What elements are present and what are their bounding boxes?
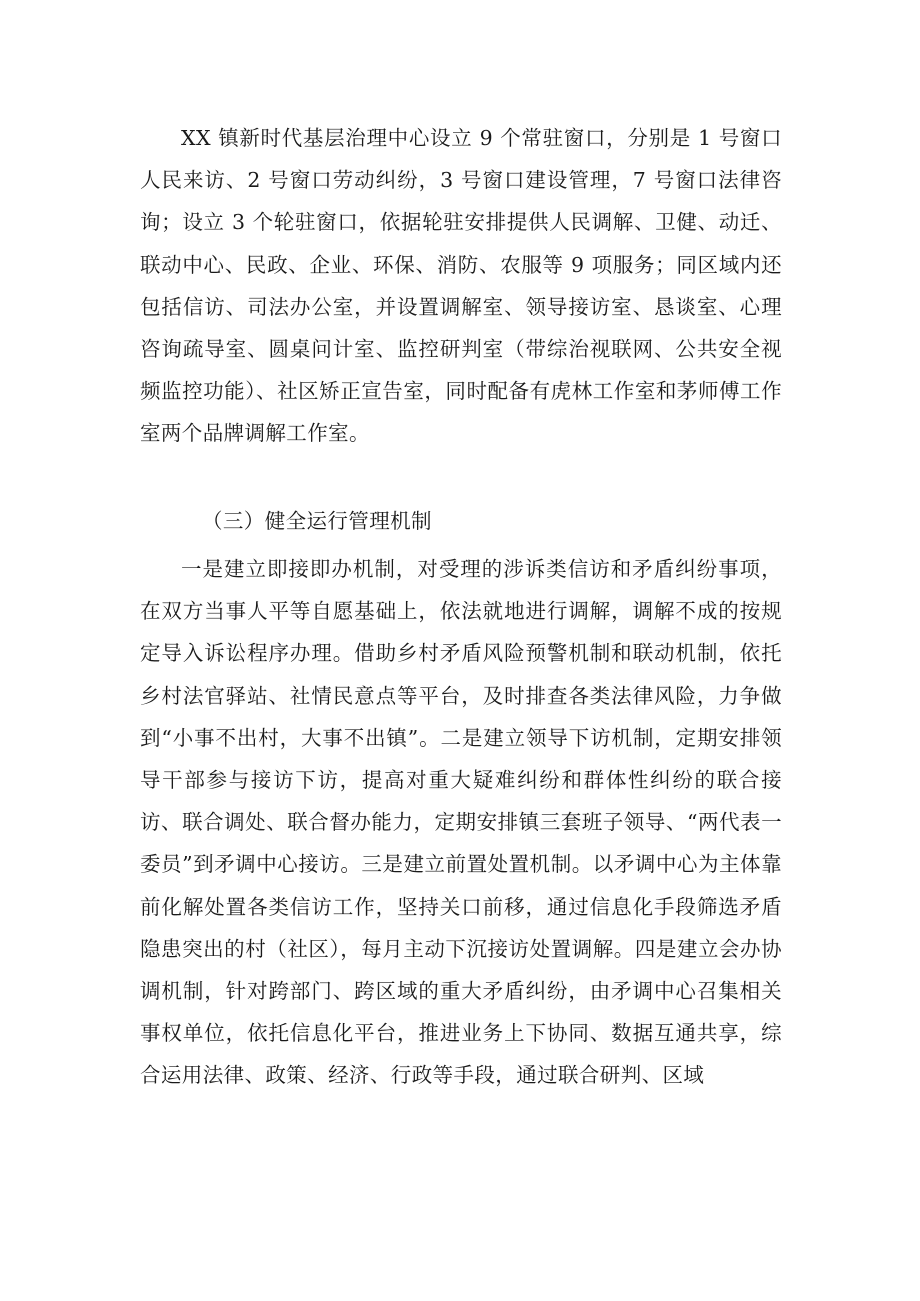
body-paragraph-windows: XX 镇新时代基层治理中心设立 9 个常驻窗口，分别是 1 号窗口人民来访、2 号窗口劳动纠纷，3 号窗口建设管理，7 号窗口法律咨询；设立 3 个轮驻窗口，依据轮驻安排提供人民调解、卫健、动迁、联动中心、民政、企业、环保、消防、农服等 9 项服务；同区域内还包括信访、司法办公室，并设置调解室、领导接访室、恳谈室、心理咨询疏导室、圆桌问计室、监控研判室（带综治视联网、公共安全视频监控功能）、社区矫正宣告室，同时配备有虎林工作室和茅师傅工作室两个品牌调解工作室。 — [140, 126, 782, 446]
section-heading: （三）健全运行管理机制 — [202, 509, 432, 533]
body-paragraph-mechanisms: 一是建立即接即办机制，对受理的涉诉类信访和矛盾纠纷事项，在双方当事人平等自愿基础上，依法就地进行调解，调解不成的按规定导入诉讼程序办理。借助乡村矛盾风险预警机制和联动机制，依托乡村法官驿站、社情民意点等平台，及时排查各类法律风险，力争做到“小事不出村，大事不出镇”。二是建立领导下访机制，定期安排领导干部参与接访下访，提高对重大疑难纠纷和群体性纠纷的联合接访、联合调处、联合督办能力，定期安排镇三套班子领导、“两代表一委员”到矛调中心接访。三是建立前置处置机制。以矛调中心为主体靠前化解处置各类信访工作，坚持关口前移，通过信息化手段筛选矛盾隐患突出的村（社区），每月主动下沉接访处置调解。四是建立会办协调机制，针对跨部门、跨区域的重大矛盾纠纷，由矛调中心召集相关事权单位，依托信息化平台，推进业务上下协同、数据互通共享，综合运用法律、政策、经济、行政等手段，通过联合研判、区域 — [140, 557, 782, 1088]
